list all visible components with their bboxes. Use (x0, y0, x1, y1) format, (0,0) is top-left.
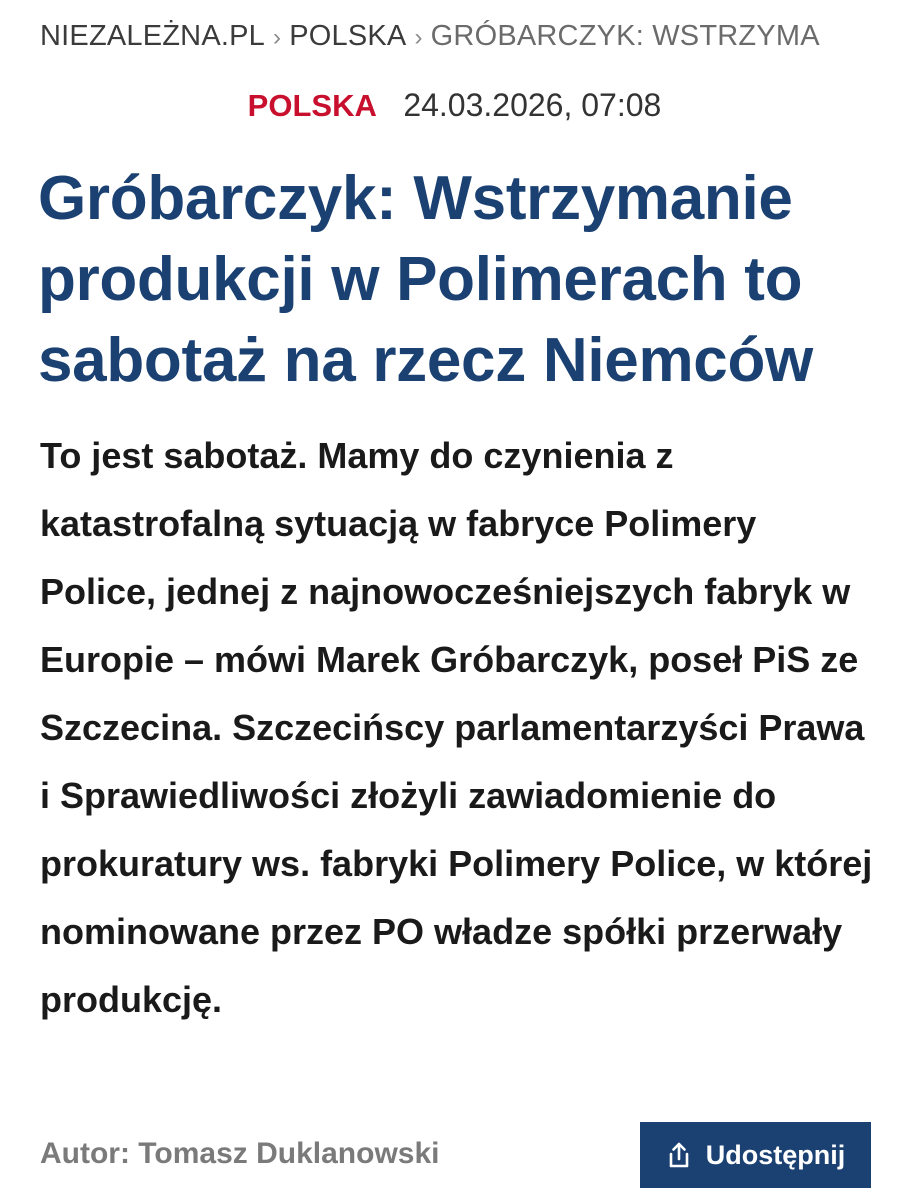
breadcrumb-separator: › (414, 24, 423, 51)
article-meta (0, 82, 909, 128)
share-icon (666, 1141, 692, 1169)
publish-date: 24.03.2026, 07:08 (403, 87, 662, 123)
breadcrumb-current: GRÓBARCZYK: WSTRZYMA (430, 20, 820, 52)
article-author: Autor: Tomasz Duklanowski (40, 1137, 440, 1170)
breadcrumb-section-link[interactable]: POLSKA (289, 20, 407, 52)
share-button[interactable] (640, 1122, 871, 1188)
category-link[interactable]: POLSKA (247, 88, 377, 123)
share-button-label: Udostępnij (705, 1139, 846, 1170)
article-title: Gróbarczyk: Wstrzymanie produkcji w Polimerach to sabotaż na rzecz Niemców (38, 164, 813, 395)
article-lead: To jest sabotaż. Mamy do czynienia z katastrofalną sytuacją w fabryce Polimery Police, jednej z najnowocześniejszych fabryk w Europie – mówi Marek Gróbarczyk, poseł PiS ze Szczecina. Szczecińscy parlamentarzyści Prawa i Sprawiedliwości złożyli zawiadomienie do prokuratury ws. fabryki Polimery Police, w której nominowane przez PO władze spółki przerwały produkcję. (40, 435, 873, 1020)
breadcrumb-site-link[interactable]: NIEZALEŻNA.PL (40, 20, 265, 52)
breadcrumb (40, 14, 889, 58)
breadcrumb-separator: › (273, 24, 282, 51)
